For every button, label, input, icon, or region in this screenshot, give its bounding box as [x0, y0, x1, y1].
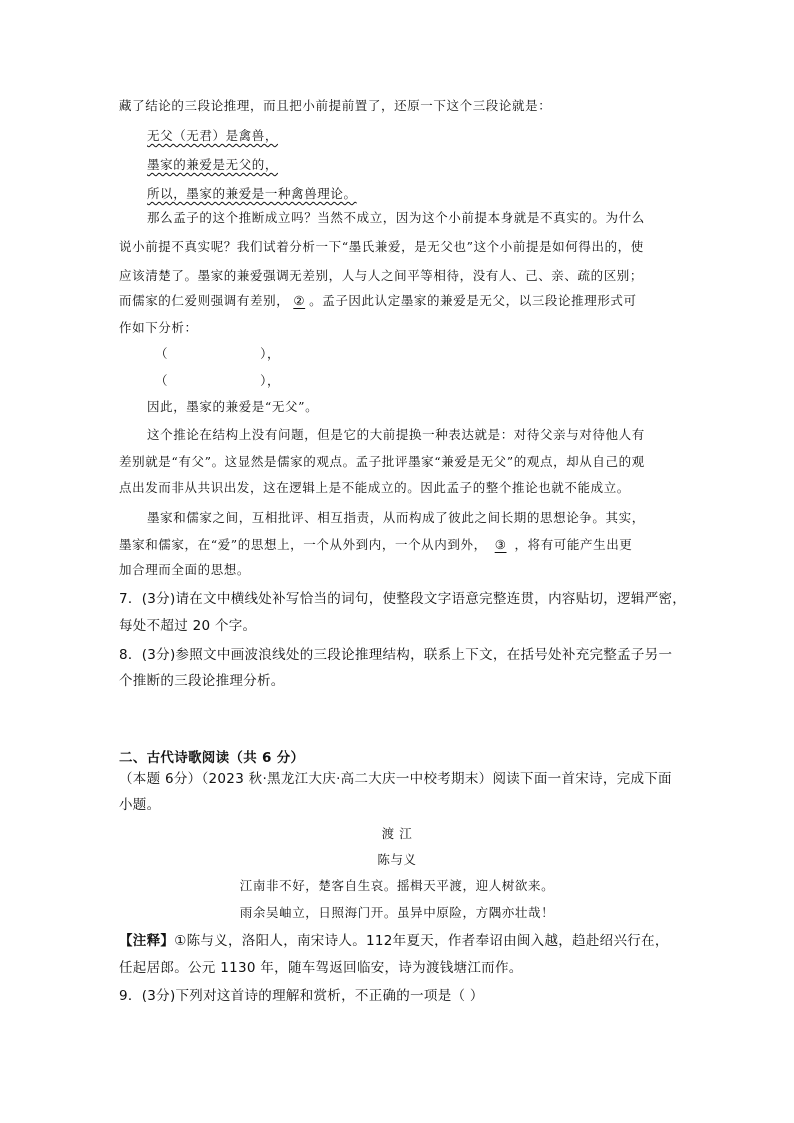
- poem-title: 渡 江: [381, 826, 413, 841]
- passage-line: 墨家和儒家之间，互相批评、相互指责，从而构成了彼此之间长期的思想论争。其实，: [147, 510, 645, 525]
- question-7: 7．(3分)请在文中横线处补写恰当的词句，使整段文字语意完整连贯，内容贴切，逻辑严密，: [119, 591, 687, 607]
- poem-note: [119, 929, 669, 949]
- poem-line: 江南非不好，楚客自生哀。摇楫天平渡，迎人树欲来。: [239, 878, 555, 893]
- passage-line: 说小前提不真实呢？我们试着分析一下“墨氏兼爱，是无父也”这个小前提是如何得出的，使: [119, 239, 644, 254]
- paren-close: ），: [260, 373, 281, 388]
- passage-line: 加合理而全面的思想。: [119, 562, 251, 577]
- passage-line: 作如下分析：: [119, 320, 198, 335]
- note-text: 陈与义，洛阳人，南宋诗人。112年夏天，作者奉诏由闽入越，趋赴绍兴行在，: [186, 933, 669, 949]
- passage-line: 这个推论在结构上没有问题，但是它的大前提换一种表达就是：对待父亲与对待他人有: [147, 427, 645, 442]
- blank-2: ②: [293, 293, 306, 308]
- syllogism-minor-premise: 墨家的兼爱是无父的，: [147, 157, 279, 172]
- syllogism-major-premise: 无父（无君）是禽兽，: [147, 128, 279, 143]
- text-span: 。孟子因此认定墨家的兼爱是无父，以三段论推理形式可: [309, 293, 637, 308]
- passage-line: [119, 291, 637, 309]
- question-8-cont: 个推断的三段论推理分析。: [119, 673, 285, 689]
- paren-open: （: [155, 346, 169, 361]
- text-span: 墨家和儒家，在“爱”的思想上，一个从外到内，一个从内到外，: [119, 537, 487, 552]
- passage-line: 因此，墨家的兼爱是“无父”。: [147, 399, 319, 414]
- section-intro: （本题 6分）（2023 秋·黑龙江大庆·高二大庆一中校考期末）阅读下面一首宋诗，完成下面: [119, 771, 672, 787]
- question-7-cont: 每处不超过 20 个字。: [119, 618, 257, 634]
- section-heading: 二、古代诗歌阅读（共 6 分）: [119, 750, 305, 766]
- text-span: 而儒家的仁爱则强调有差别，: [119, 293, 290, 308]
- note-mark: ①: [174, 933, 187, 949]
- poem-author: 陈与义: [377, 852, 417, 867]
- passage-line: [119, 535, 632, 553]
- passage-line: 应该清楚了。墨家的兼爱强调无差别，人与人之间平等相待，没有人、己、亲、疏的区别；: [119, 268, 644, 283]
- poem-note-cont: 任起居郎。公元 1130 年，随车驾返回临安，诗为渡钱塘江而作。: [119, 960, 523, 976]
- passage-line: 差别就是“有父”。这显然是儒家的观点。孟子批评墨家“兼爱是无父”的观点，却从自己的观: [119, 454, 645, 469]
- question-8: 8．(3分)参照文中画波浪线处的三段论推理结构，联系上下文，在括号处补充完整孟子另一: [119, 647, 673, 663]
- premise-blank-2: [155, 371, 280, 389]
- syllogism-conclusion: 所以，墨家的兼爱是一种禽兽理论。: [147, 186, 357, 201]
- premise-blank-1: [155, 344, 280, 362]
- question-9: 9．(3分)下列对这首诗的理解和赏析，不正确的一项是（ ）: [119, 988, 484, 1004]
- paren-close: ），: [260, 346, 281, 361]
- passage-line: 藏了结论的三段论推理，而且把小前提前置了，还原一下这个三段论就是：: [119, 98, 552, 113]
- note-label: 【注释】: [119, 933, 175, 949]
- text-span: ，将有可能产生出更: [514, 537, 633, 552]
- blank-3: ③: [494, 537, 507, 552]
- passage-line: 点出发而非从共识出发，这在逻辑上是不能成立的。因此孟子的整个推论也就不能成立。: [119, 480, 630, 495]
- passage-line: 那么孟子的这个推断成立吗？当然不成立，因为这个小前提本身就是不真实的。为什么: [147, 210, 645, 225]
- poem-line: 雨余吴岫立，日照海门开。虽异中原险，方隅亦壮哉！: [239, 905, 555, 920]
- section-intro-cont: 小题。: [119, 797, 161, 813]
- paren-open: （: [155, 373, 169, 388]
